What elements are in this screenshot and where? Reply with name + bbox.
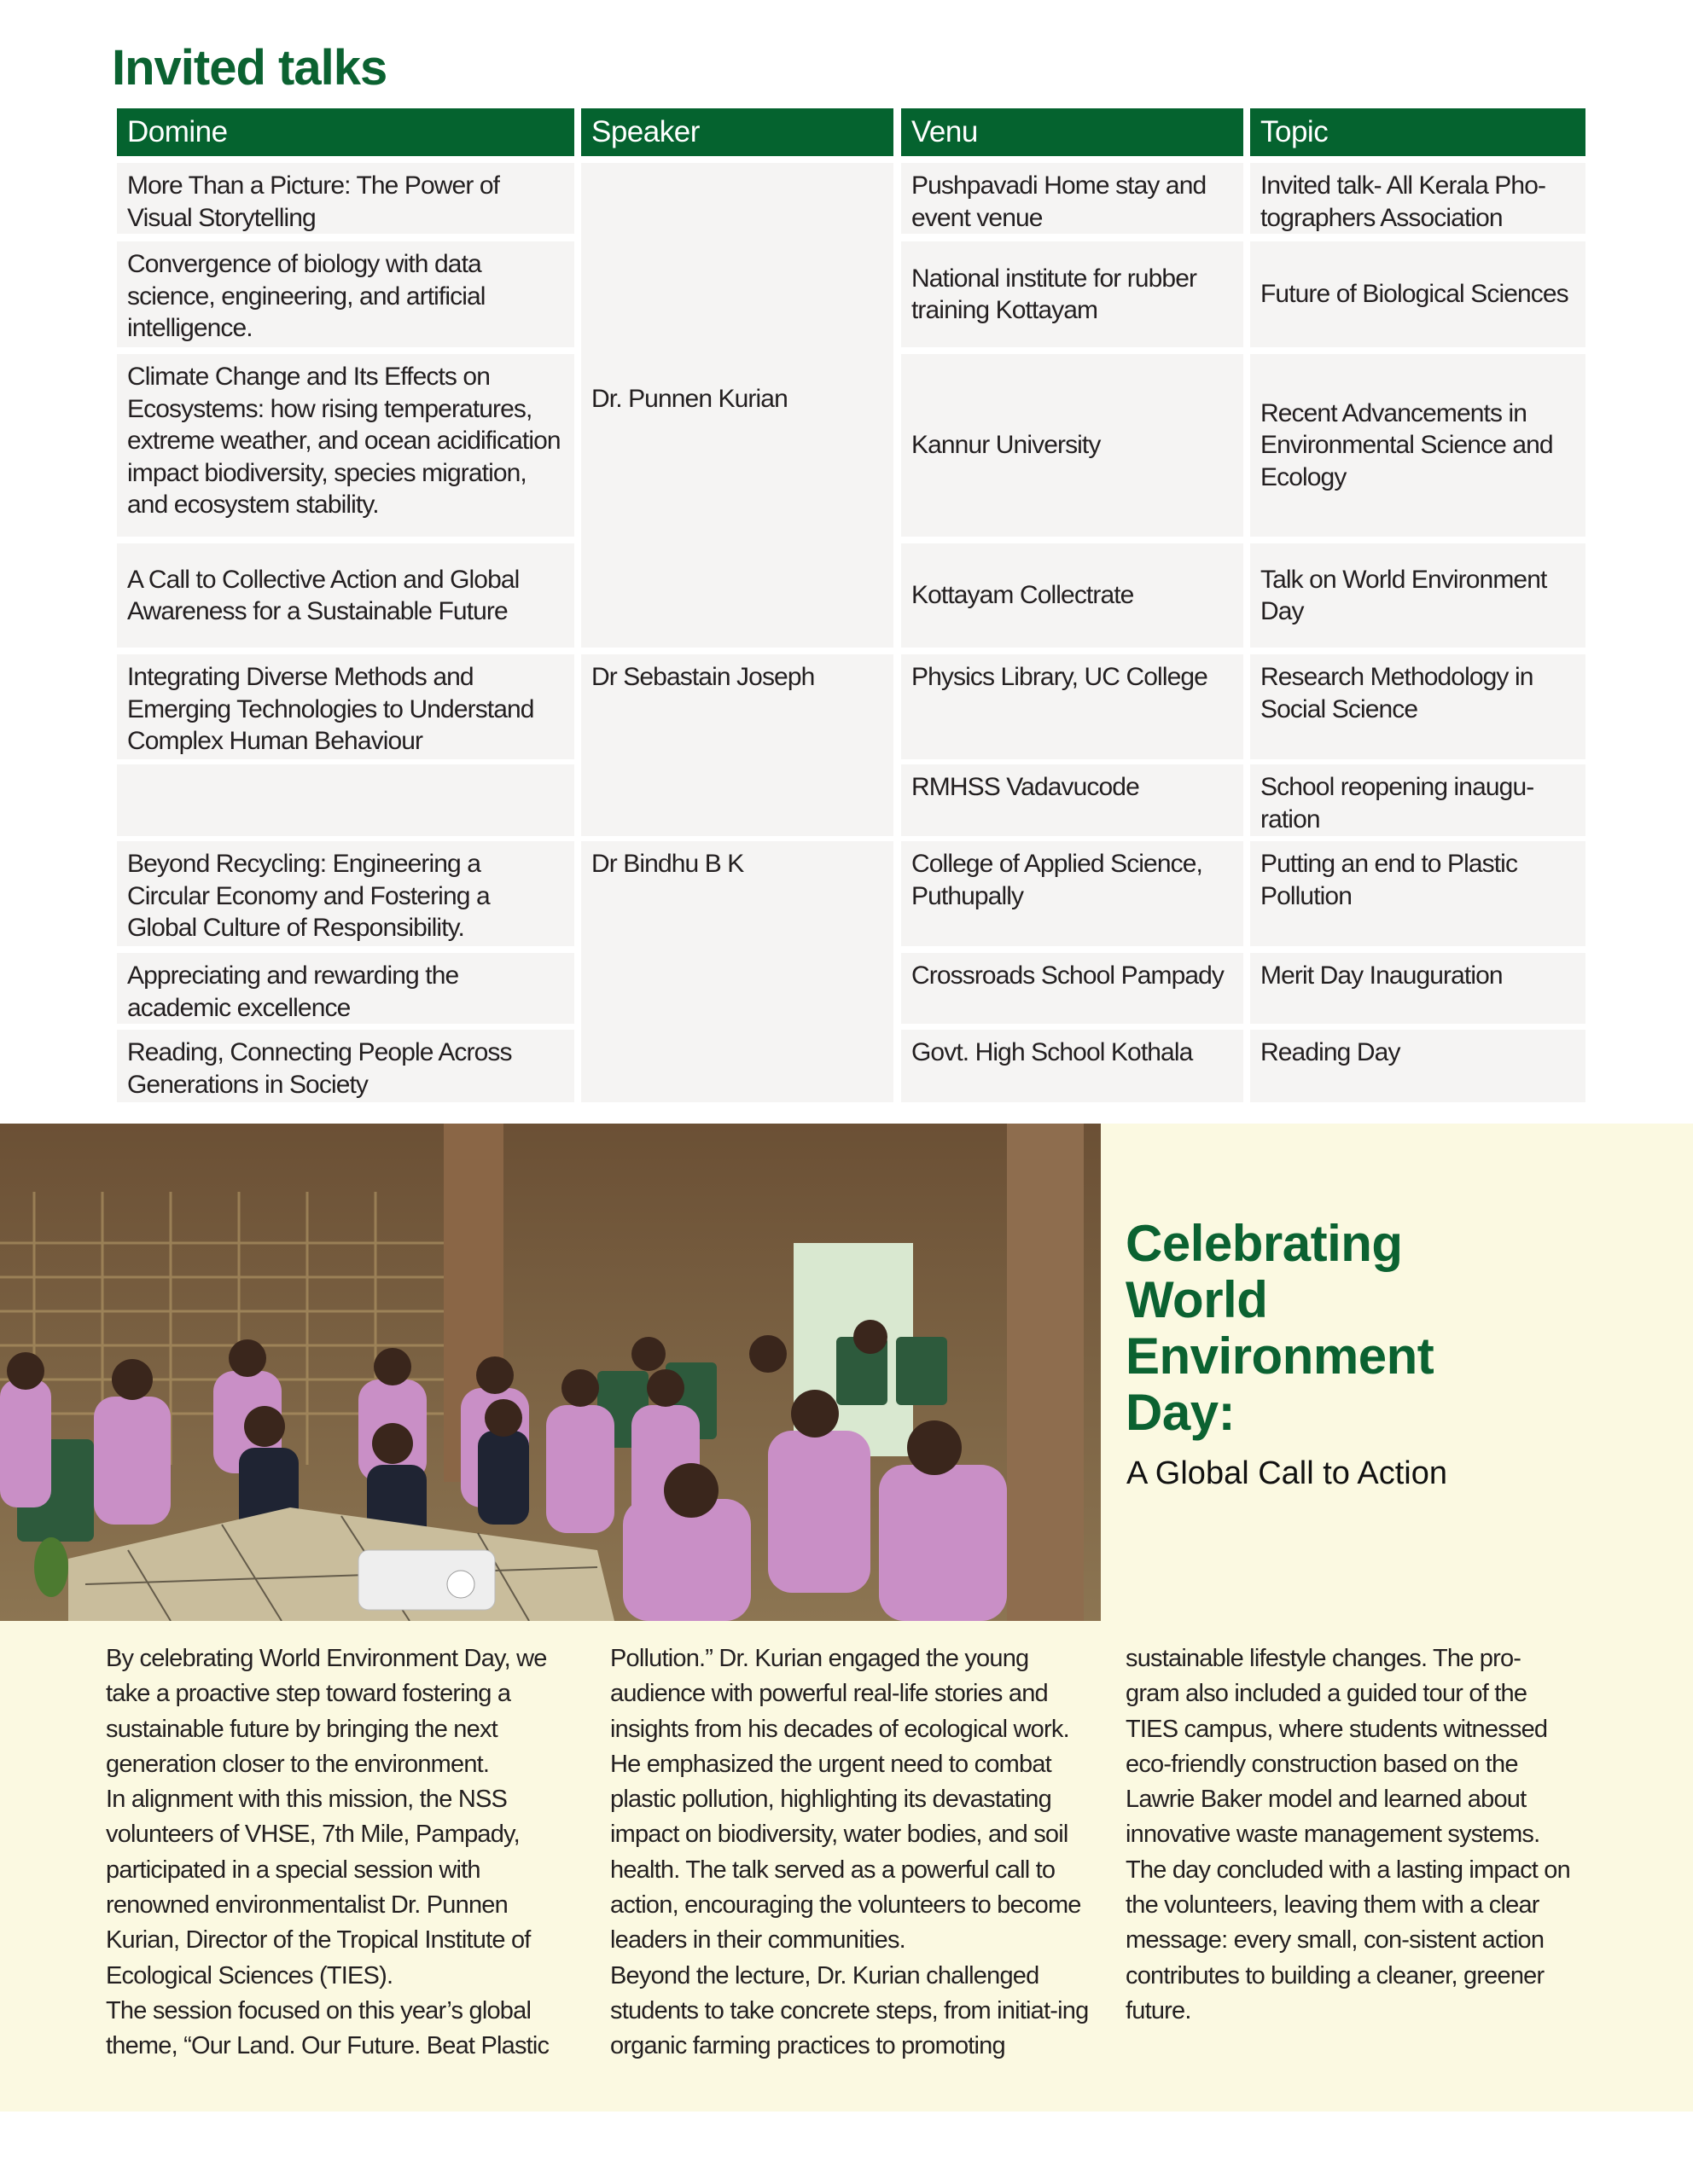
speaker-cell: Dr Bindhu B K [581,841,893,1102]
header-domine: Domine [117,108,574,156]
table-cell-domine: A Call to Collective Action and Global Awareness for a Sustainable Future [117,543,574,648]
table-cell-topic: Putting an end to Plastic Pollution [1250,841,1585,946]
article-paragraph: By celebrating World Environment Day, we take a proactive step toward fostering a sustainable future by bringing the next generation closer to the environment. [106,1645,547,1778]
classroom-photo [0,1124,1101,1621]
table-cell-topic: Recent Advancements in Environmental Science and Ecology [1250,354,1585,537]
table-cell-venue: Kottayam Collectrate [901,543,1243,648]
speaker-cell: Dr Sebastain Joseph [581,654,893,836]
table-cell-domine [117,764,574,836]
table-cell-domine: Climate Change and Its Effects on Ecosystems: how rising temperatures, extreme weather, and ocean acidification impact biodiversity, species migration, and ecosystem stability. [117,354,574,537]
article-paragraph: The day concluded with a lasting impact on the volunteers, leaving them with a clear message: every small, con-sistent action contributes to building a cleaner, greener future. [1126,1856,1570,2024]
table-cell-venue: Govt. High School Kothala [901,1030,1243,1102]
table-cell-venue: National institute for rubber training Kottayam [901,241,1243,347]
article-column-2 [610,1641,1097,2065]
article-paragraph: In alignment with this mission, the NSS volunteers of VHSE, 7th Mile, Pampady, participated in a special session with renowned environmentalist Dr. Punnen Kurian, Director of the Tropical Institute of Ecological Sciences (TIES). [106,1786,531,1989]
article-column-1 [106,1641,571,2065]
table-cell-venue: College of Applied Science, Puthupally [901,841,1243,946]
table-cell-domine: Beyond Recycling: Engineering a Circular Economy and Fostering a Global Culture of Responsibility. [117,841,574,946]
table-cell-topic: Reading Day [1250,1030,1585,1102]
table-cell-topic: Merit Day Inauguration [1250,953,1585,1024]
feature-heading-line: World [1126,1271,1268,1328]
article-paragraph: The session focused on this year’s global theme, “Our Land. Our Future. Beat Plastic [106,1996,550,2060]
table-cell-topic: Talk on World Environment Day [1250,543,1585,648]
table-cell-topic: Invited talk- All Kerala Pho-tographers Association [1250,163,1585,234]
feature-heading-line: Environment [1126,1327,1434,1385]
table-cell-venue: Crossroads School Pampady [901,953,1243,1024]
speaker-cell: Dr. Punnen Kurian [581,163,893,648]
feature-subtitle: A Global Call to Action [1126,1455,1447,1491]
article-column-3 [1126,1641,1574,2029]
table-cell-topic: Future of Biological Sciences [1250,241,1585,347]
table-cell-topic: Research Methodology in Social Science [1250,654,1585,759]
table-cell-topic: School reopening inaugu-ration [1250,764,1585,836]
table-cell-domine: Integrating Diverse Methods and Emerging Technologies to Understand Complex Human Behaviour [117,654,574,759]
table-cell-venue: Physics Library, UC College [901,654,1243,759]
table-cell-domine: Appreciating and rewarding the academic excellence [117,953,574,1024]
table-cell-domine: Reading, Connecting People Across Generations in Society [117,1030,574,1102]
header-speaker: Speaker [581,108,893,156]
header-venue: Venu [901,108,1243,156]
feature-heading [1126,1216,1638,1441]
feature-heading-line: Celebrating [1126,1215,1403,1272]
header-topic: Topic [1250,108,1585,156]
article-paragraph: Pollution.” Dr. Kurian engaged the young audience with powerful real-life stories and insights from his decades of ecological work. He emphasized the urgent need to combat plastic pollution, highlighting its devastating impact on biodiversity, water bodies, and soil health. The talk served as a powerful call to action, encouraging the volunteers to become leaders in their communities. [610,1645,1081,1955]
table-cell-venue: Pushpavadi Home stay and event venue [901,163,1243,234]
table-cell-venue: Kannur University [901,354,1243,537]
section-title: Invited talks [112,40,387,96]
article-paragraph: Beyond the lecture, Dr. Kurian challenged students to take concrete steps, from initiat-ing organic farming practices to promoting [610,1961,1089,2060]
feature-heading-line: Day: [1126,1384,1236,1441]
table-cell-venue: RMHSS Vadavucode [901,764,1243,836]
article-paragraph: sustainable lifestyle changes. The pro-gram also included a guided tour of the TIES campus, where students witnessed eco-friendly construction based on the Lawrie Baker model and learned about innovative waste management systems. [1126,1645,1548,1849]
table-cell-domine: Convergence of biology with data science, engineering, and artificial intelligence. [117,241,574,347]
table-cell-domine: More Than a Picture: The Power of Visual Storytelling [117,163,574,234]
